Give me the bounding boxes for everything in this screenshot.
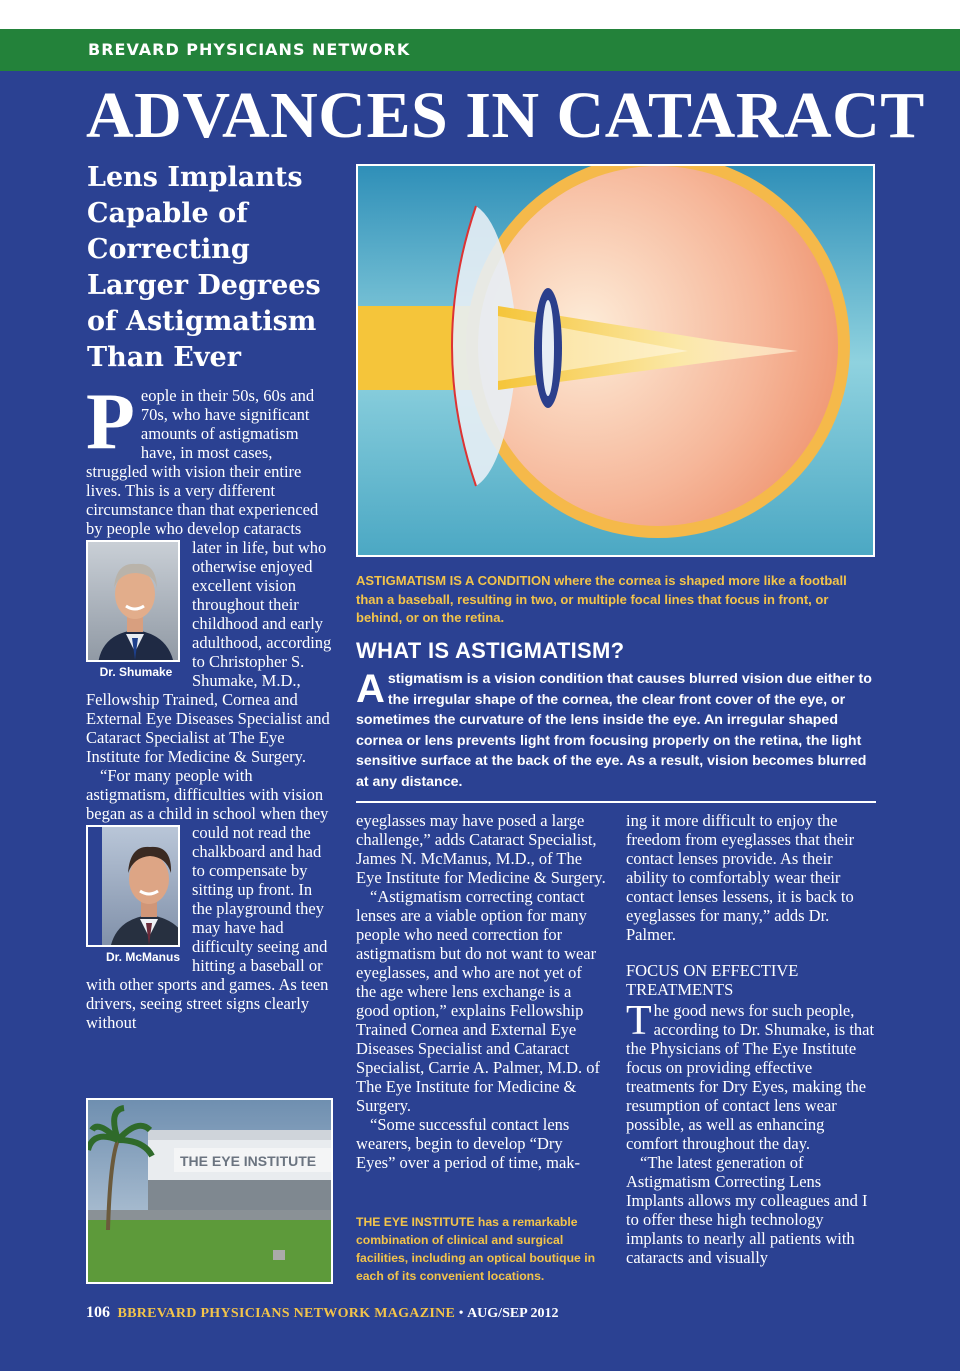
section-divider [356, 801, 876, 803]
figure-caption-lead: ASTIGMATISM IS A CONDITION [356, 573, 551, 588]
intro-paragraph [86, 378, 332, 766]
institute-caption-text: has a remarkable combination of clinical and surgical facilities, including an optical boutique in each of its convenient locations. [356, 1215, 596, 1283]
article-title: ADVANCES IN CATARACT [86, 79, 925, 152]
top-margin [0, 0, 960, 29]
page-footer [86, 1303, 886, 1324]
definition-dropcap: A [356, 667, 385, 711]
section-header-bar [0, 29, 960, 71]
mid-paragraph-2: “Astigmatism correcting contact lenses are a viable option for many people who need correction for astigmatism but do not want to wear eyeglasses, and who are not yet of the age where lens exchange is a good option,” explains Fellowship Trained Cornea and External Eye Diseases Specialist and Cataract Specialist, Carrie A. Palmer, M.D. of The Eye Institute for Medicine & Surgery. [356, 887, 601, 1115]
shumake-caption: Dr. Shumake [99, 665, 173, 679]
intro-text-rest: but who otherwise enjoyed excellent vision throughout their childhood and early adulthood, according to Christopher S. Shumake, M.D., Fellowship Trained, Cornea and External Eye Diseases Specialist and Cataract Specialist at The Eye Institute for Medicine & Surgery. [86, 538, 332, 766]
right-p2-text: he good news for such people, according to Dr. Shumake, is that the Physicians of The Eye Institute focus on providing effective treatments for Dry Eyes, making the resumption of contact lens wear possible, as well as enhancing comfort throughout the day. [626, 1001, 875, 1153]
figure-caption-text: where the cornea is shaped more like a football than a baseball, resulting in two, or multiple focal lines that focus in front, or behind, or on the retina. [356, 573, 847, 625]
shumake-photo [86, 540, 180, 662]
astigmatism-eye-diagram [356, 164, 875, 557]
institute-caption-lead: THE EYE INSTITUTE [356, 1215, 475, 1229]
definition-heading: WHAT IS ASTIGMATISM? [356, 638, 625, 663]
right-paragraph-2 [626, 998, 876, 1153]
institute-sign-text: THE EYE INSTITUTE [180, 1153, 317, 1169]
middle-column [356, 811, 606, 1172]
left-p2-part-a: “For many people with astigmatism, difficulties with vision began as a child in school when [86, 766, 324, 823]
right-column [626, 811, 876, 1267]
intro-text-part: eople in their 50s, 60s and 70s, who have significant amounts of astigmatism have, in most cases, struggled with vision their entire lives. This is a very different circumstance than that experienced by people who develop cataracts later in life, [86, 386, 319, 557]
intro-dropcap: P [86, 378, 135, 466]
mcmanus-photo [86, 825, 180, 947]
footer-separator: • [458, 1306, 464, 1321]
issue-date: AUG/SEP 2012 [467, 1306, 559, 1321]
magazine-name: BBREVARD PHYSICIANS NETWORK MAGAZINE [117, 1306, 456, 1321]
treatments-heading: FOCUS ON EFFECTIVE TREATMENTS [626, 961, 799, 999]
right-paragraph-3: “The latest generation of Astigmatism Correcting Lens Implants allows my colleagues and I to offer these high technology implants to nearly all patients with cataracts and visually [626, 1153, 868, 1267]
treatments-dropcap: T [626, 998, 652, 1044]
institute-caption [356, 1213, 606, 1285]
mid-paragraph-1: eyeglasses may have posed a large challenge,” adds Cataract Specialist, James N. McManus, M.D., of The Eye Institute for Medicine & Surgery. [356, 811, 606, 887]
definition-body: stigmatism is a vision condition that causes blurred vision due either to the irregular shape of the cornea, the clear front cover of the eye, or sometimes the curvature of the lens inside the eye. An irregular shaped cornea or lens prevents light from focusing properly on the retina, the light sensitive surface at the back of the eye. As a result, vision becomes blurred at any distance. [356, 671, 872, 790]
right-paragraph-1: ing it more difficult to enjoy the freedom from eyeglasses that their contact lenses provide. As their ability to comfortably wear their contact lenses lessens, it is back to eyeglasses for many,” adds Dr. Palmer. [626, 811, 855, 944]
article-subtitle: Lens Implants Capable of Correcting Larger Degrees of Astigmatism Than Ever [87, 162, 321, 373]
mid-paragraph-3: “Some successful contact lens wearers, begin to develop “Dry Eyes” over a period of time, mak- [356, 1115, 581, 1172]
page-number: 106 [86, 1304, 110, 1321]
definition-text [356, 669, 876, 793]
shumake-portrait-block [86, 540, 186, 680]
section-label: BREVARD PHYSICIANS NETWORK [88, 40, 411, 59]
left-p2-part-b: they could not read the chalkboard and had to compensate by sitting up front. In the playground they may have had difficulty seeing and hitting a baseball or with other sports and games. As teen drivers, seeing street signs clearly without [86, 804, 329, 1032]
left-paragraph-2 [86, 766, 332, 1032]
mcmanus-caption: Dr. McManus [105, 950, 180, 964]
left-column [86, 378, 332, 1032]
mcmanus-portrait-block [86, 825, 186, 965]
eye-institute-photo [86, 1098, 333, 1284]
figure-caption [356, 572, 876, 628]
